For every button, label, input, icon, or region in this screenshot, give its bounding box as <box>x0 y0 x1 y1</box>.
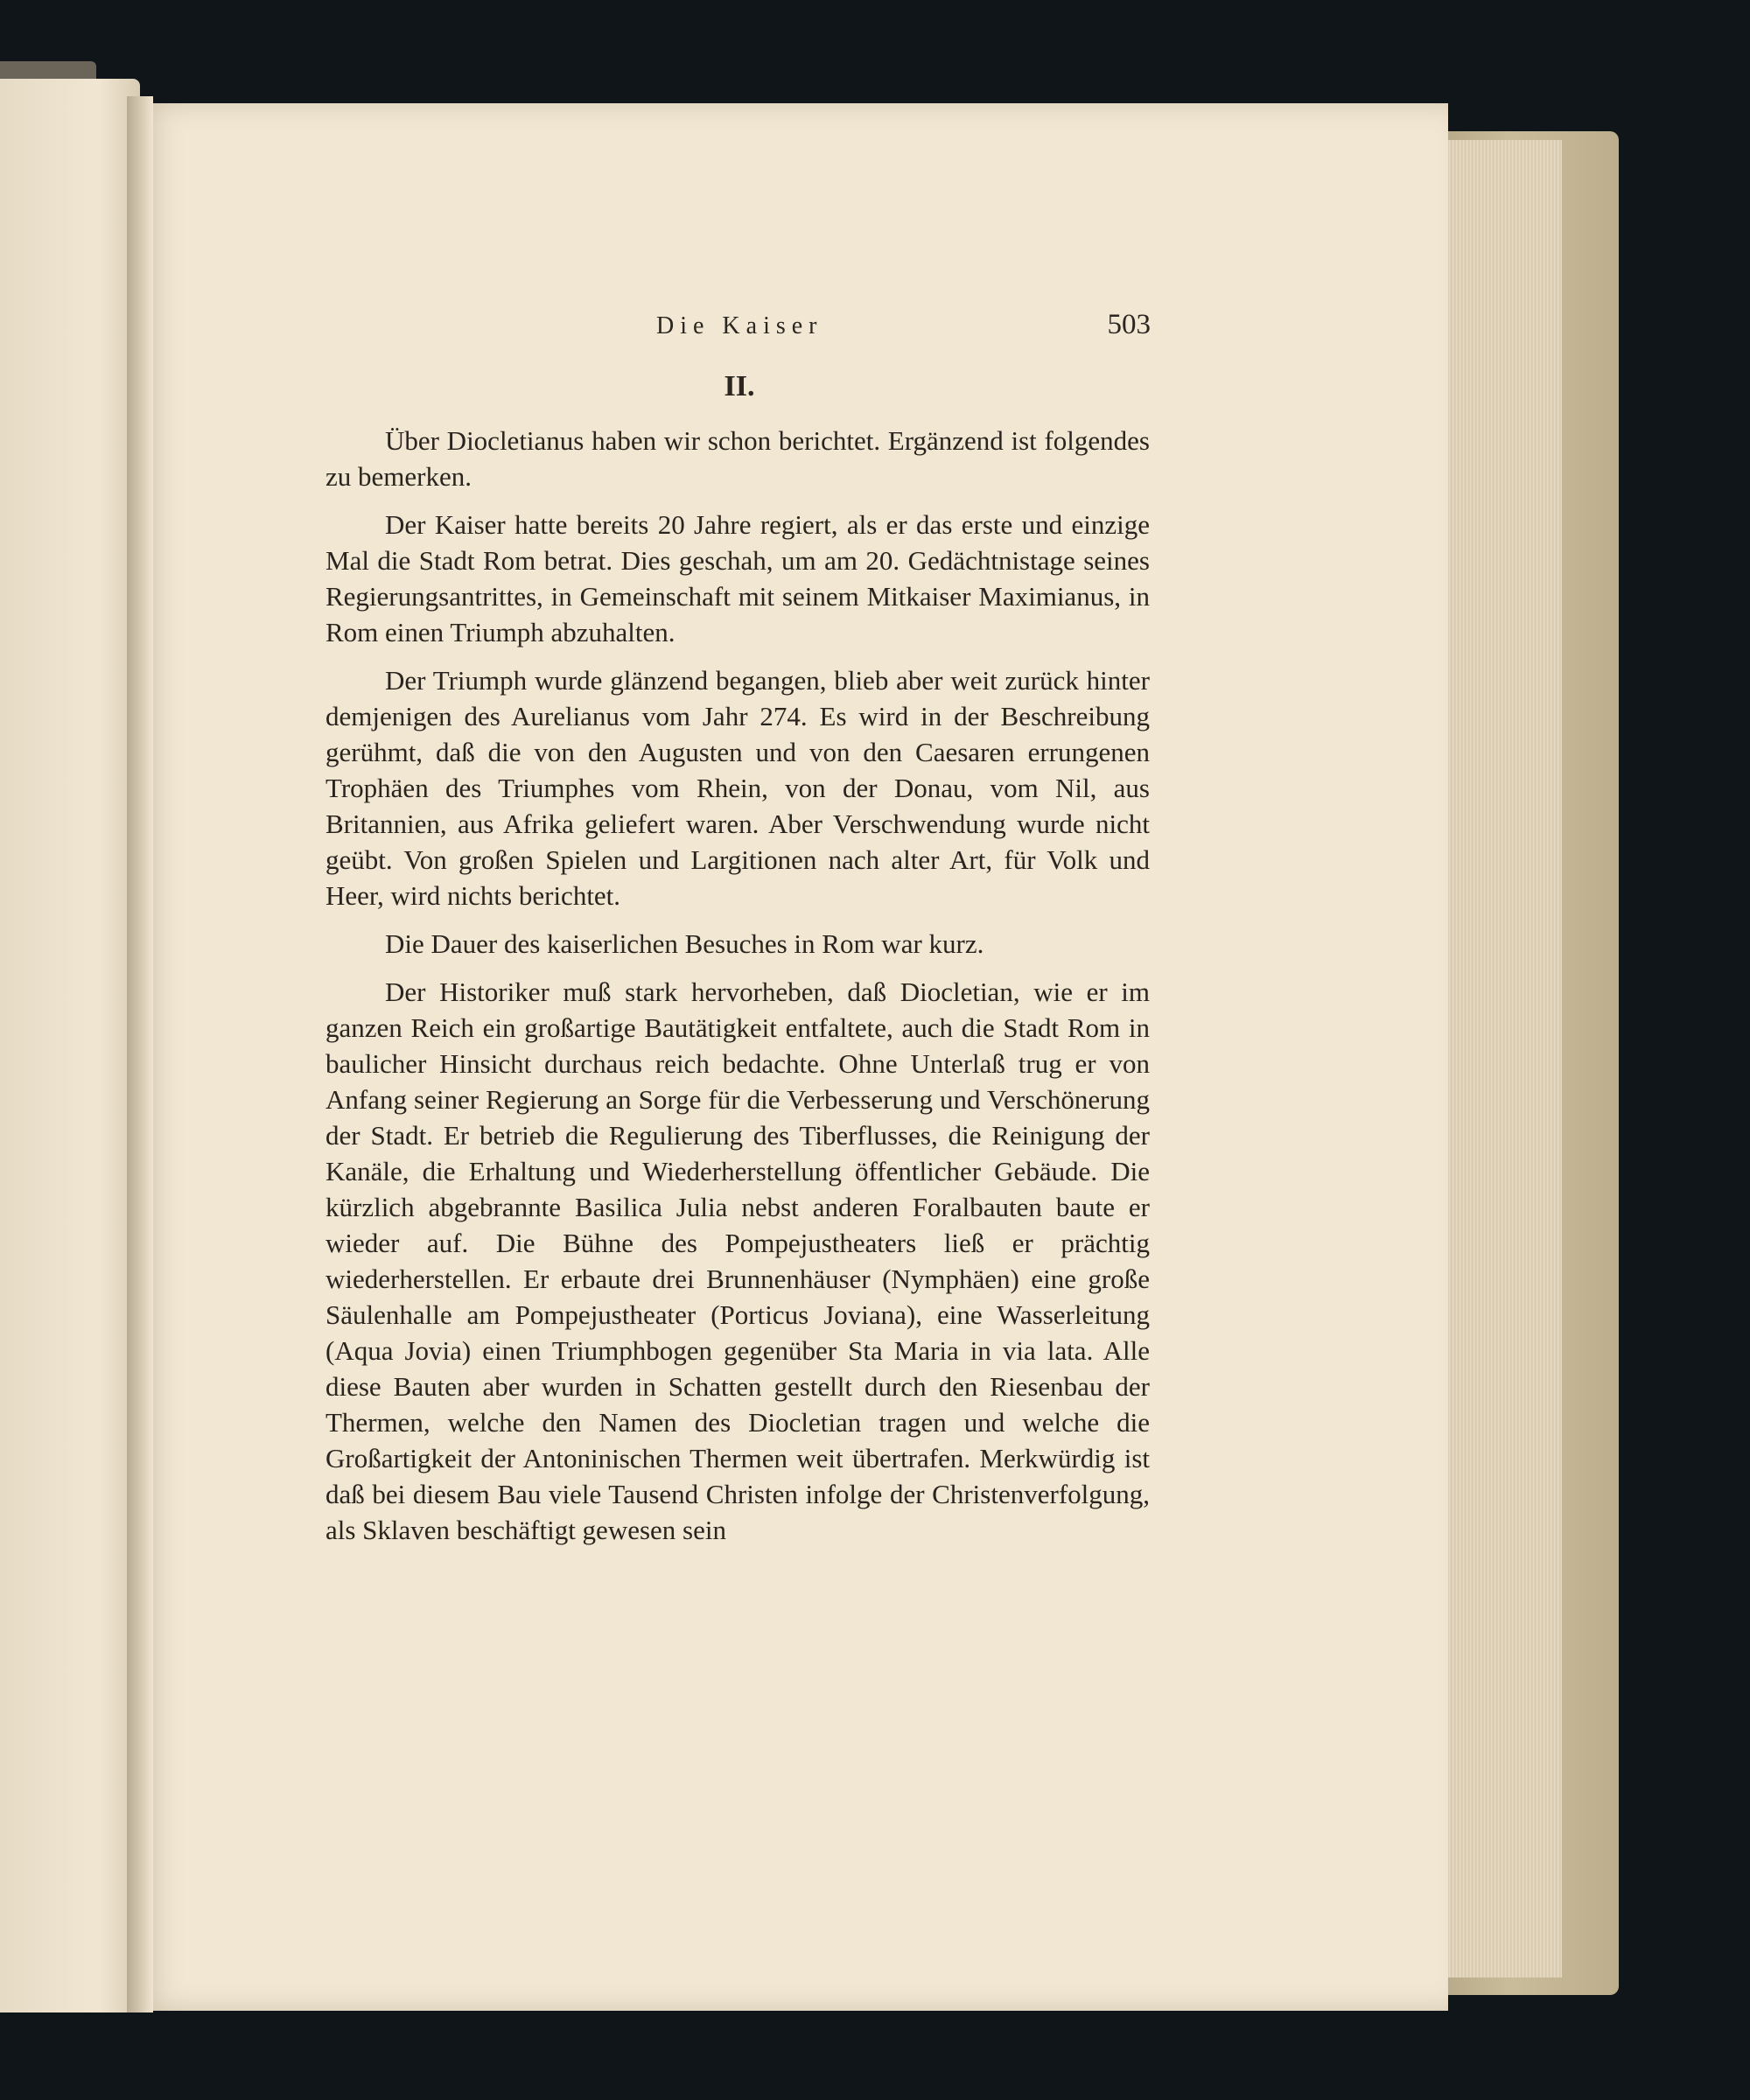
paragraph: Die Dauer des kaiserlichen Besuches in Rom war kurz. <box>385 928 984 959</box>
running-head: Die Kaiser <box>656 312 823 340</box>
paragraph: Der Triumph wurde glänzend begangen, blieb aber weit zurück hinter demjenigen des Aurelianus vom Jahr 274. Es wird in der Beschreibung gerühmt, daß die von den Augusten und von den Caesaren errungenen Trophäen des Triumphes vom Rhein, von der Donau, vom Nil, aus Britannien, aus Afrika geliefert waren. Aber Verschwendung wurde nicht geübt. Von großen Spielen und Largitionen nach alter Art, für Volk und Heer, wird nichts berichtet. <box>326 665 1150 911</box>
section-number: II. <box>724 370 755 402</box>
paragraph: Der Historiker muß stark hervorheben, daß Diocletian, wie er im ganzen Reich ein großartige Bautätigkeit entfaltete, auch die Stadt Rom in baulicher Hinsicht durchaus reich bedachte. Ohne Unterlaß trug er von Anfang seiner Regierung an Sorge für die Verbesserung und Verschönerung der Stadt. Er betrieb die Regulierung des Tiberflusses, die Reinigung der Kanäle, die Erhaltung und Wiederherstellung öffentlicher Gebäude. Die kürzlich abgebrannte Basilica Julia nebst anderen Foralbauten baute er wieder auf. Die Bühne des Pompejustheaters ließ er prächtig wiederherstellen. Er erbaute drei Brunnenhäuser (Nymphäen) eine große Säulenhalle am Pompejustheater (Porticus Joviana), eine Wasserleitung (Aqua Jovia) einen Triumphbogen gegenüber Sta Maria in via lata. Alle diese Bauten aber wurden in Schatten gestellt durch den Riesenbau der Thermen, welche den Namen des Diocletian tragen und welche die Großartigkeit der Antoninischen Thermen weit übertrafen. Merkwürdig ist daß bei diesem Bau viele Tausend Christen infolge der Christenverfolgung, als Sklaven beschäftigt gewesen sein <box>326 976 1150 1545</box>
left-page-edge <box>0 79 140 2012</box>
page-number: 503 <box>1107 309 1151 340</box>
gutter-shadow <box>127 96 153 2012</box>
body-text <box>326 423 1150 1560</box>
page-stack-edges <box>1448 140 1562 1978</box>
paragraph: Über Diocletianus haben wir schon berichtet. Ergänzend ist folgendes zu bemerken. <box>326 425 1150 492</box>
paragraph: Der Kaiser hatte bereits 20 Jahre regiert, als er das erste und einzige Mal die Stadt Rom betrat. Dies geschah, um am 20. Gedächtnistage seines Regierungsantrittes, in Gemeinschaft mit seinem Mitkaiser Maximianus, in Rom einen Triumph abzuhalten. <box>326 509 1150 648</box>
